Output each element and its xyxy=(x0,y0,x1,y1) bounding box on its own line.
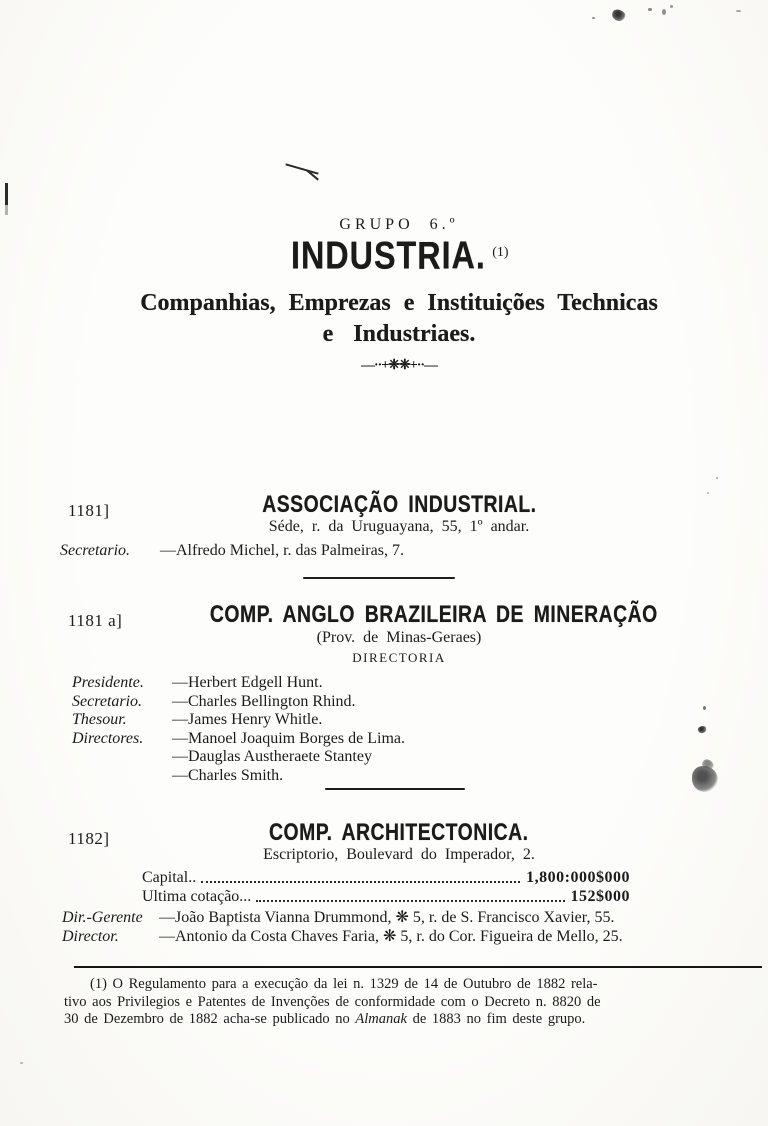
entry-separator xyxy=(325,788,465,790)
entry-heading-text: COMP. ARCHITECTONICA. xyxy=(269,819,529,846)
footnote-line-italic-word: Almanak xyxy=(355,1011,407,1027)
ink-speck xyxy=(736,10,741,12)
entry-address: (Prov. de Minas-Geraes) xyxy=(316,629,482,646)
group-label: GRUPO 6.º xyxy=(339,216,459,233)
entry-address: Escriptorio, Boulevard do Imperador, 2. xyxy=(263,846,535,863)
officer-name: —Antonio da Costa Chaves Faria, ❋ 5, r. do Cor. Figueira de Mello, 25. xyxy=(159,928,623,945)
section-label: DIRECTORIA xyxy=(352,650,446,665)
officer-name: —Charles Bellington Rhind. xyxy=(172,692,356,710)
officer-role: Secretario. xyxy=(60,542,131,559)
officer-role xyxy=(72,767,172,786)
footnote xyxy=(64,976,754,1029)
footnote-line-segment: de 1883 no fim deste grupo. xyxy=(406,1011,586,1027)
officer-role: Director. xyxy=(62,928,119,945)
financial-row xyxy=(142,868,630,887)
officer-row xyxy=(72,674,738,693)
financial-value: 1,800:000$000 xyxy=(526,869,630,886)
officer-row xyxy=(62,908,756,927)
ink-speck xyxy=(670,5,673,8)
officer-name: —João Baptista Vianna Drummond, ❋ 5, r. de S. Francisco Xavier, 55. xyxy=(159,909,615,926)
entry-number: 1181] xyxy=(68,501,110,520)
officer-name: —James Henry Whitle. xyxy=(172,711,323,728)
scan-artifact-squiggle xyxy=(285,163,318,174)
entry-heading-text: ASSOCIAÇÃO INDUSTRIAL. xyxy=(261,491,537,518)
ink-speck xyxy=(662,9,666,15)
footnote-line xyxy=(64,1011,754,1029)
financial-value: 152$000 xyxy=(570,888,630,905)
financial-label: Capital.. xyxy=(142,869,197,886)
officer-name: —Manoel Joaquim Borges de Lima. xyxy=(172,729,405,747)
scan-artifact-left-mark-tail xyxy=(5,205,8,215)
ink-speck xyxy=(707,492,709,494)
entry-heading xyxy=(60,491,738,519)
officer-role: Dir.-Gerente xyxy=(62,909,143,926)
ink-speck xyxy=(716,477,718,479)
officer-role: Directores. xyxy=(72,729,144,747)
officer-role: Secretario. xyxy=(72,692,143,710)
entry-address: Séde, r. da Uruguayana, 55, 1º andar. xyxy=(268,518,530,535)
officer-role: Presidente. xyxy=(72,674,144,691)
page-subtitle-line2: e Industriaes. xyxy=(322,321,476,347)
officer-name: —Alfredo Michel, r. das Palmeiras, 7. xyxy=(160,542,404,559)
footnote-line: (1) O Regulamento para a execução da lei n. 1329 de 14 de Outubro de 1882 rela- xyxy=(90,976,598,992)
officer-row xyxy=(72,767,738,786)
financial-label: Ultima cotação... xyxy=(142,888,252,905)
entry-separator xyxy=(303,577,455,579)
page-title xyxy=(60,233,738,278)
footnote-marker: (1) xyxy=(492,245,509,260)
entry-number: 1181 a] xyxy=(68,611,123,630)
officer-row xyxy=(62,927,756,946)
officer-role: Thesour. xyxy=(72,711,127,728)
officer-row xyxy=(60,542,738,561)
officer-row xyxy=(72,693,738,712)
officer-row xyxy=(72,730,738,749)
footnote-line-segment: 30 de Dezembro de 1882 acha-se publicado no xyxy=(64,1011,356,1027)
ink-speck xyxy=(648,8,652,11)
ink-speck xyxy=(611,8,628,23)
financial-table xyxy=(142,868,630,906)
officer-name: —Dauglas Austheraete Stantey xyxy=(172,748,372,765)
ink-speck xyxy=(592,17,595,19)
ornament-divider: —··+❈❈+··— xyxy=(360,358,438,373)
officer-row xyxy=(72,711,738,730)
officer-list xyxy=(60,542,738,561)
footnote-rule xyxy=(74,966,762,968)
page-title-text: INDUSTRIA. xyxy=(291,233,487,277)
page-subtitle-line1: Companhias, Emprezas e Instituições Technicas xyxy=(140,290,658,316)
officer-name: —Charles Smith. xyxy=(172,766,284,784)
footnote-line: tivo aos Privilegios e Patentes de Invenções de conformidade com o Decreto n. 8820 de xyxy=(64,993,601,1010)
officer-role xyxy=(72,748,172,767)
officer-list xyxy=(72,674,738,785)
scan-artifact-left-mark xyxy=(5,183,8,205)
dotted-leader xyxy=(201,881,520,883)
entry-heading xyxy=(120,601,748,629)
ink-speck xyxy=(20,1062,23,1064)
dotted-leader xyxy=(256,900,564,902)
officer-list xyxy=(62,908,756,946)
entry-heading xyxy=(60,819,738,847)
entry-number: 1182] xyxy=(68,829,110,848)
officer-name: —Herbert Edgell Hunt. xyxy=(172,674,323,691)
officer-row xyxy=(72,748,738,767)
entry-heading-text: COMP. ANGLO BRAZILEIRA DE MINERAÇÃO xyxy=(210,601,658,628)
financial-row xyxy=(142,887,630,906)
